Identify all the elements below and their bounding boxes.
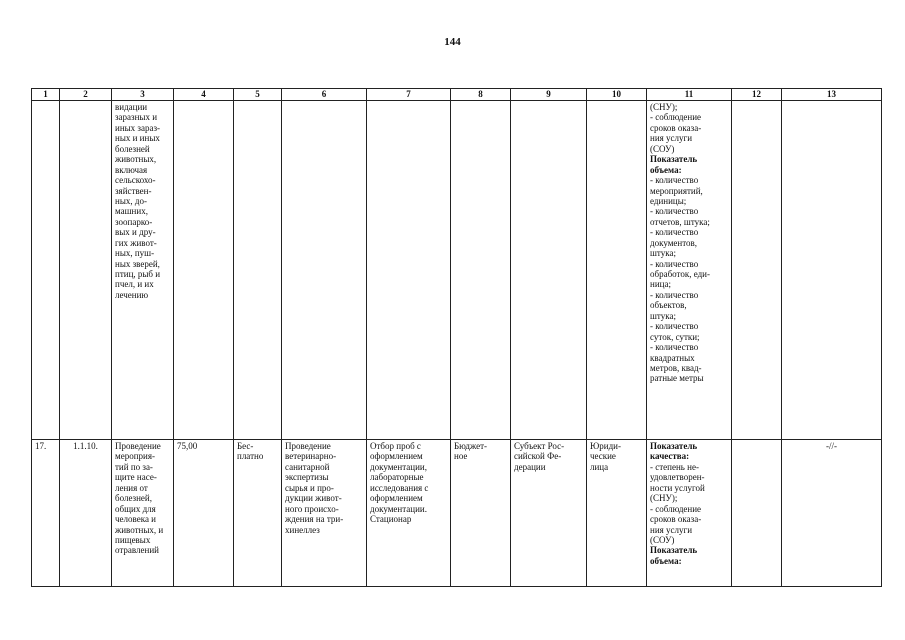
- cell-line: зоопарко-: [115, 216, 153, 227]
- cell-line: зяйствен-: [115, 185, 152, 196]
- services-table: [31, 88, 882, 587]
- cell-line: Юриди-: [590, 441, 621, 451]
- indicator-line: суток, сутки;: [650, 331, 700, 342]
- indicator-line: (СОУ): [650, 534, 675, 545]
- cell-line: видации: [115, 102, 148, 112]
- cell-line: ного происхо-: [285, 503, 339, 514]
- column-header-10: 10: [587, 89, 647, 101]
- indicator-line: ница;: [650, 279, 671, 290]
- cell-col7: [367, 101, 451, 440]
- cell-row-number: 17.: [32, 440, 60, 587]
- cell-line: ветеринарно-: [285, 451, 337, 462]
- cell-line: лечению: [115, 289, 149, 300]
- indicator-line: - количество: [650, 289, 699, 300]
- cell-line: тий по за-: [115, 461, 153, 472]
- indicator-line: - количество: [650, 227, 699, 238]
- cell-line: птиц, рыб и: [115, 269, 161, 279]
- indicator-line: ния услуги: [650, 524, 693, 535]
- cell-line: дерации: [514, 461, 546, 472]
- column-header-5: 5: [234, 89, 282, 101]
- cell-payment-type: [234, 440, 282, 587]
- indicator-line: - количество: [650, 321, 699, 332]
- cell-line: пищевых: [115, 534, 151, 545]
- indicator-line: квадратных: [650, 352, 695, 363]
- indicator-line: - количество: [650, 206, 699, 217]
- cell-line: экспертизы: [285, 472, 329, 483]
- cell-line: общих для: [115, 503, 156, 514]
- cell-price: 75,00: [174, 440, 234, 587]
- indicator-line: мероприятий,: [650, 185, 703, 196]
- cell-col3: [112, 101, 174, 440]
- cell-line: документации,: [370, 461, 427, 472]
- indicator-line: - количество: [650, 175, 699, 186]
- cell-line: Субъект Рос-: [514, 441, 565, 451]
- indicator-line: - количество: [650, 258, 699, 269]
- indicator-heading: качества:: [650, 451, 690, 462]
- cell-work-content: [367, 440, 451, 587]
- cell-col11: [647, 101, 732, 440]
- cell-line: лабораторные: [370, 472, 424, 483]
- indicator-line: сроков оказа-: [650, 122, 702, 133]
- column-header-3: 3: [112, 89, 174, 101]
- cell-line: ления от: [115, 482, 148, 493]
- indicator-line: документов,: [650, 237, 698, 248]
- cell-line: заразных и: [115, 112, 158, 123]
- cell-line: сырья и про-: [285, 482, 334, 493]
- cell-line: хинеллез: [285, 524, 320, 535]
- cell-line: исследования с: [370, 482, 429, 493]
- cell-line: дукции живот-: [285, 493, 342, 504]
- cell-col6: [282, 101, 367, 440]
- cell-line: сельскохо-: [115, 175, 156, 186]
- cell-line: лица: [590, 461, 609, 472]
- cell-line: Бес-: [237, 441, 254, 451]
- cell-line: мероприя-: [115, 451, 155, 462]
- cell-line: пчел, и их: [115, 279, 154, 290]
- cell-line: Бюджет-: [454, 441, 488, 451]
- cell-service-name: [112, 440, 174, 587]
- cell-line: включая: [115, 164, 148, 175]
- cell-note: -//-: [782, 440, 882, 587]
- cell-work-name: [282, 440, 367, 587]
- cell-line: болезней: [115, 143, 150, 154]
- cell-line: ждения на три-: [285, 514, 344, 525]
- cell-col5: [234, 101, 282, 440]
- indicator-line: - количество: [650, 342, 699, 353]
- cell-line: ческие: [590, 451, 616, 462]
- cell-line: ных, до-: [115, 195, 147, 206]
- indicator-line: - соблюдение: [650, 112, 702, 123]
- page-number: 144: [444, 36, 461, 48]
- indicator-line: ности услугой: [650, 482, 705, 493]
- cell-line: щите насе-: [115, 472, 157, 483]
- indicator-line: - соблюдение: [650, 503, 702, 514]
- column-header-6: 6: [282, 89, 367, 101]
- indicator-line: ратные метры: [650, 373, 704, 384]
- cell-col2: [60, 101, 112, 440]
- header-row: [32, 89, 882, 101]
- indicator-line: (СНУ);: [650, 493, 678, 504]
- cell-line: оформлением: [370, 493, 423, 504]
- cell-line: отравлений: [115, 545, 159, 556]
- cell-line: ных и иных: [115, 133, 160, 144]
- cell-service-code: 1.1.10.: [60, 440, 112, 587]
- cell-line: Отбор проб с: [370, 441, 421, 451]
- column-header-9: 9: [511, 89, 587, 101]
- cell-line: ное: [454, 451, 468, 462]
- cell-line: Стационар: [370, 514, 412, 525]
- cell-line: иных зараз-: [115, 122, 161, 133]
- indicator-line: - степень не-: [650, 461, 699, 472]
- indicator-line: штука;: [650, 310, 676, 321]
- indicator-line: ния услуги: [650, 133, 693, 144]
- table-row-continued: [32, 101, 882, 440]
- column-header-7: 7: [367, 89, 451, 101]
- indicator-line: объектов,: [650, 300, 687, 311]
- cell-line: человека и: [115, 514, 157, 525]
- column-header-11: 11: [647, 89, 732, 101]
- indicator-line: (СНУ);: [650, 102, 678, 112]
- indicator-line: отчетов, штука;: [650, 216, 710, 227]
- cell-line: Проведение: [285, 441, 331, 451]
- column-header-13: 13: [782, 89, 882, 101]
- indicator-line: штука;: [650, 248, 676, 259]
- column-header-4: 4: [174, 89, 234, 101]
- cell-line: оформлением: [370, 451, 423, 462]
- indicator-line: удовлетворен-: [650, 472, 705, 483]
- cell-line: гих живот-: [115, 237, 157, 248]
- cell-line: санитарной: [285, 461, 330, 472]
- cell-consumers: [587, 440, 647, 587]
- cell-col12: [732, 101, 782, 440]
- cell-line: вых и дру-: [115, 227, 156, 238]
- cell-col12: [732, 440, 782, 587]
- indicator-heading: объема:: [650, 164, 682, 175]
- cell-indicators: [647, 440, 732, 587]
- cell-line: животных,: [115, 154, 157, 165]
- cell-line: платно: [237, 451, 264, 462]
- column-header-2: 2: [60, 89, 112, 101]
- indicator-heading: объема:: [650, 555, 682, 566]
- cell-institution-type: [451, 440, 511, 587]
- indicator-heading: Показатель: [650, 545, 698, 556]
- cell-col1: [32, 101, 60, 440]
- cell-line: животных, и: [115, 524, 164, 535]
- indicator-heading: Показатель: [650, 441, 698, 451]
- column-header-8: 8: [451, 89, 511, 101]
- cell-line: документации.: [370, 503, 427, 514]
- cell-line: сийской Фе-: [514, 451, 562, 462]
- cell-authority: [511, 440, 587, 587]
- indicator-line: сроков оказа-: [650, 514, 702, 525]
- cell-col10: [587, 101, 647, 440]
- indicator-line: обработок, еди-: [650, 269, 710, 279]
- cell-col13: [782, 101, 882, 440]
- cell-line: машних,: [115, 206, 148, 217]
- cell-col4: [174, 101, 234, 440]
- cell-line: ных зверей,: [115, 258, 160, 269]
- table-row-17: [32, 440, 882, 587]
- cell-line: ных, пуш-: [115, 248, 155, 259]
- cell-col9: [511, 101, 587, 440]
- indicator-line: метров, квад-: [650, 362, 702, 373]
- cell-line: болезней,: [115, 493, 152, 504]
- column-header-12: 12: [732, 89, 782, 101]
- indicator-heading: Показатель: [650, 154, 698, 165]
- column-header-1: 1: [32, 89, 60, 101]
- indicator-line: единицы;: [650, 195, 687, 206]
- cell-col8: [451, 101, 511, 440]
- indicator-line: (СОУ): [650, 143, 675, 154]
- cell-line: Проведение: [115, 441, 161, 451]
